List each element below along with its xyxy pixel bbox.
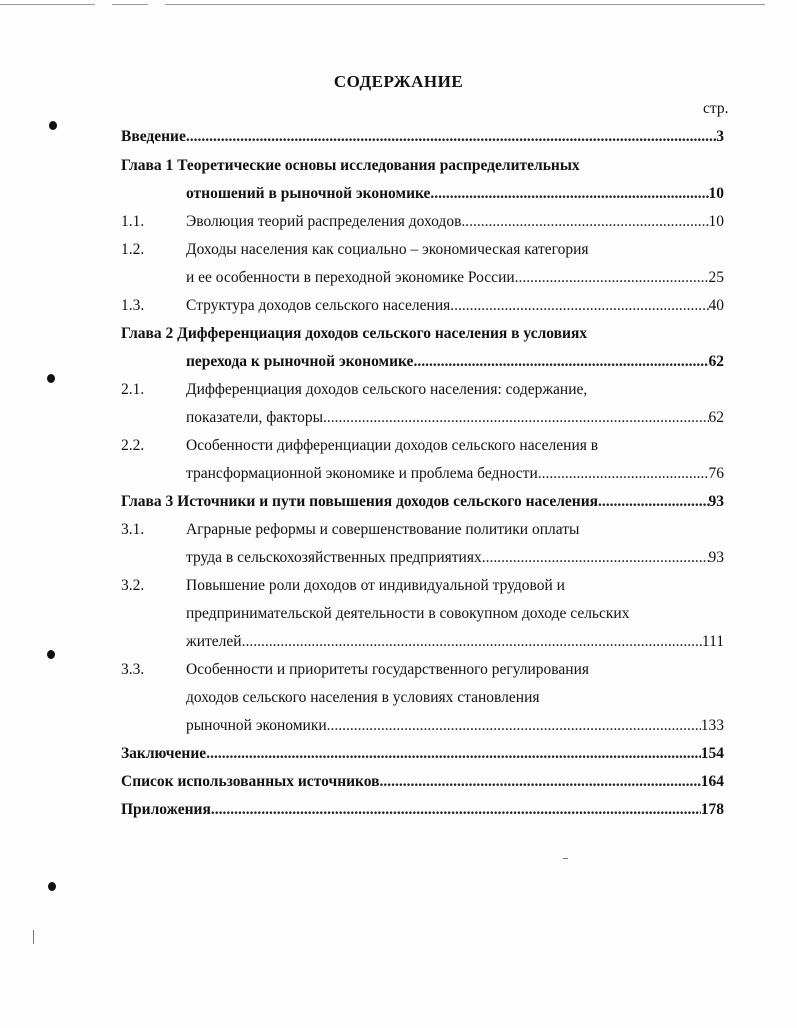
toc-page-number: 93 — [708, 549, 724, 566]
toc-page-number: 111 — [701, 633, 724, 650]
toc-entry-title: труда в сельскохозяйственных предприятиях — [186, 549, 482, 566]
toc-chapter-1-title[interactable] — [121, 156, 724, 176]
toc-page-number: 10 — [708, 213, 724, 230]
toc-entry-title: Особенности и приоритеты государственного регулирования — [186, 661, 590, 678]
toc-chapter-3[interactable] — [121, 492, 724, 512]
toc-entry-title: Эволюция теорий распределения доходов — [186, 213, 462, 230]
toc-entry-title: Приложения — [121, 801, 211, 818]
toc-entry-title: Аграрные реформы и совершенствование политики оплаты — [186, 521, 580, 538]
toc-entry-title: доходов сельского населения в условиях становления — [186, 689, 540, 706]
leader-dots — [242, 632, 702, 652]
leader-dots — [515, 268, 709, 288]
toc-entry-title: Заключение — [121, 745, 207, 762]
leader-dots — [211, 800, 701, 820]
toc-section-2-1[interactable] — [186, 408, 724, 428]
toc-page-number: 3 — [716, 128, 724, 145]
section-number: 2.2. — [121, 437, 145, 454]
toc-section-3-3[interactable] — [186, 716, 724, 736]
leader-dots — [206, 744, 701, 764]
toc-page-number: 178 — [700, 801, 724, 818]
leader-dots — [482, 548, 709, 568]
leader-dots — [450, 296, 708, 316]
leader-dots — [538, 464, 709, 484]
section-number: 3.3. — [121, 661, 145, 678]
page-column-label: стр. — [703, 100, 729, 117]
toc-page-number: 25 — [708, 269, 724, 286]
toc-section-3-3-title[interactable] — [186, 660, 724, 680]
scan-top-rule — [165, 4, 765, 5]
toc-entry-title: трансформационной экономике и проблема бедности — [186, 465, 538, 482]
toc-entry-title: жителей — [186, 633, 242, 650]
toc-page-number: 40 — [708, 297, 724, 314]
scan-speck — [563, 858, 568, 859]
leader-dots — [430, 184, 708, 204]
scan-top-rule — [0, 4, 95, 5]
leader-dots — [323, 408, 709, 428]
leader-dots — [413, 352, 708, 372]
section-number: 3.1. — [121, 521, 145, 538]
toc-page-number: 154 — [700, 745, 724, 762]
toc-entry-title: перехода к рыночной экономике — [186, 353, 414, 370]
section-number: 1.3. — [121, 297, 145, 314]
toc-section-2-1-title[interactable] — [186, 380, 724, 400]
toc-page-number: 76 — [708, 465, 724, 482]
toc-section-1-2-title[interactable] — [186, 240, 724, 260]
toc-chapter-1[interactable] — [186, 184, 724, 204]
toc-section-1-1[interactable] — [186, 212, 724, 232]
toc-page-number: 62 — [708, 353, 724, 370]
toc-entry-title: Дифференциация доходов сельского населения: содержание, — [186, 381, 588, 398]
toc-entry-title: Глава 2 Дифференциация доходов сельского населения в условиях — [121, 325, 588, 342]
toc-page-number: 10 — [708, 185, 724, 202]
toc-page-number: 164 — [700, 773, 724, 790]
toc-chapter-2[interactable] — [186, 352, 724, 372]
leader-dots — [380, 772, 701, 792]
toc-page-number: 133 — [700, 717, 724, 734]
punch-hole-mark — [47, 650, 55, 659]
toc-section-3-2[interactable] — [186, 632, 724, 652]
toc-entry-appendix[interactable] — [121, 800, 724, 820]
section-number: 2.1. — [121, 381, 145, 398]
toc-entry-intro[interactable] — [121, 127, 724, 147]
section-number: 1.2. — [121, 241, 145, 258]
toc-section-1-2[interactable] — [186, 268, 724, 288]
toc-entry-title: показатели, факторы — [186, 409, 323, 426]
toc-section-3-3-title[interactable] — [186, 688, 724, 708]
leader-dots — [327, 716, 701, 736]
toc-entry-title: Структура доходов сельского населения — [186, 297, 451, 314]
toc-entry-title: предпринимательской деятельности в совокупном доходе сельских — [186, 605, 630, 622]
section-number: 3.2. — [121, 577, 145, 594]
toc-chapter-2-title[interactable] — [121, 324, 724, 344]
toc-section-3-2-title[interactable] — [186, 576, 724, 596]
toc-section-2-2[interactable] — [186, 464, 724, 484]
leader-dots — [186, 127, 716, 147]
toc-entry-sources[interactable] — [121, 772, 724, 792]
toc-entry-title: Повышение роли доходов от индивидуальной трудовой и — [186, 577, 565, 594]
toc-section-3-1-title[interactable] — [186, 520, 724, 540]
leader-dots — [461, 212, 708, 232]
toc-entry-title: Введение — [121, 128, 186, 145]
leader-dots — [598, 492, 708, 512]
toc-entry-title: Глава 1 Теоретические основы исследования распределительных — [121, 157, 580, 174]
toc-section-1-3[interactable] — [186, 296, 724, 316]
toc-section-2-2-title[interactable] — [186, 436, 724, 456]
toc-entry-conclusion[interactable] — [121, 744, 724, 764]
toc-entry-title: и ее особенности в переходной экономике России — [186, 269, 515, 286]
toc-entry-title: Особенности дифференциации доходов сельского населения в — [186, 437, 599, 454]
toc-entry-title: Доходы населения как социально – экономическая категория — [186, 241, 589, 258]
toc-page-number: 93 — [708, 493, 724, 510]
toc-section-3-1[interactable] — [186, 548, 724, 568]
punch-hole-mark — [49, 121, 57, 130]
toc-entry-title: Список использованных источников — [121, 773, 380, 790]
punch-hole-mark — [47, 374, 55, 383]
toc-page-number: 62 — [708, 409, 724, 426]
page-title: СОДЕРЖАНИЕ — [333, 72, 464, 91]
section-number: 1.1. — [121, 213, 145, 230]
scan-speck — [33, 930, 34, 944]
toc-entry-title: отношений в рыночной экономике — [186, 185, 431, 202]
toc-entry-title: Глава 3 Источники и пути повышения доходов сельского населения — [121, 493, 599, 510]
toc-entry-title: рыночной экономики — [186, 717, 327, 734]
toc-section-3-2-title[interactable] — [186, 604, 724, 624]
punch-hole-mark — [48, 882, 56, 891]
scan-top-rule — [112, 4, 148, 5]
